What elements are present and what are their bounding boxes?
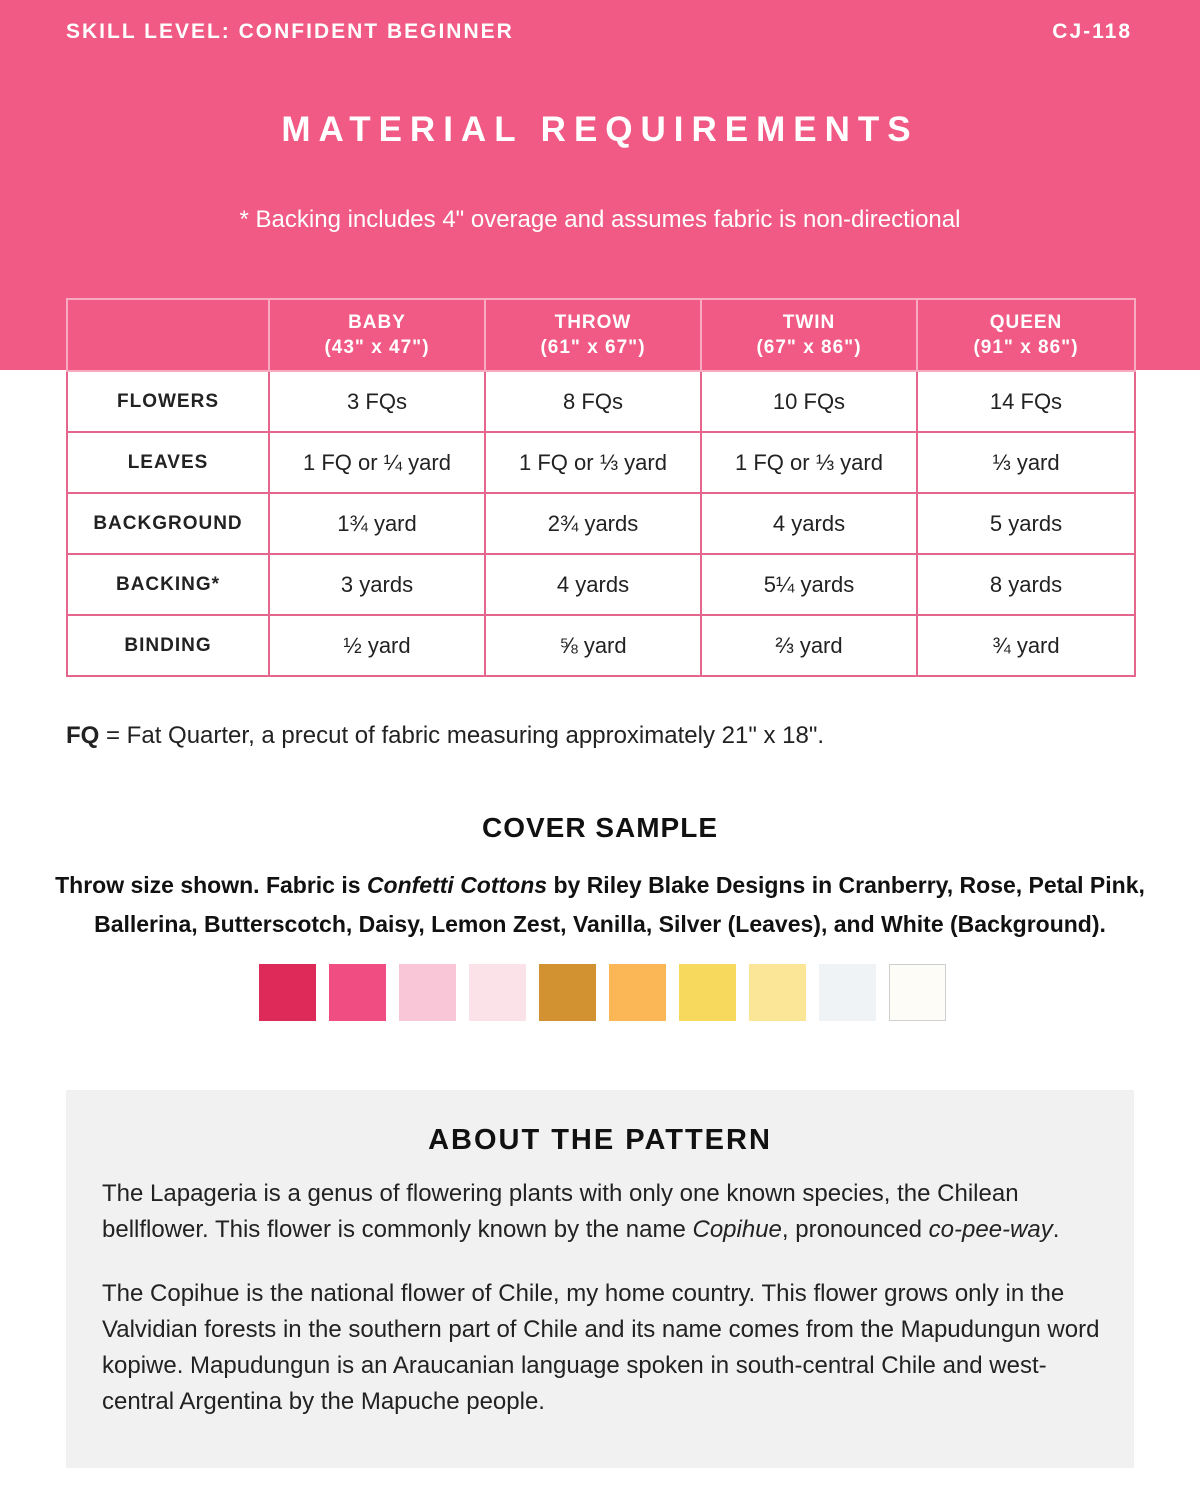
table-cell: 14 FQs <box>917 371 1135 432</box>
table-row <box>67 432 1135 493</box>
column-header-queen: QUEEN (91" x 86") <box>917 299 1135 371</box>
column-header-twin: TWIN (67" x 86") <box>701 299 917 371</box>
fabric-swatch <box>469 964 526 1021</box>
table-cell: ⅝ yard <box>485 615 701 676</box>
table-cell: 3 yards <box>269 554 485 615</box>
table-header-row <box>67 299 1135 371</box>
fabric-swatch <box>609 964 666 1021</box>
table-cell: 3 FQs <box>269 371 485 432</box>
table-cell: ¾ yard <box>917 615 1135 676</box>
fabric-swatch <box>539 964 596 1021</box>
fq-term: FQ <box>66 722 100 749</box>
table-cell: 1 FQ or ⅓ yard <box>701 432 917 493</box>
fabric-swatch <box>679 964 736 1021</box>
about-pattern-title: ABOUT THE PATTERN <box>428 1124 772 1156</box>
fabric-swatch <box>819 964 876 1021</box>
table-row <box>67 615 1135 676</box>
table-cell: 1 FQ or ⅓ yard <box>485 432 701 493</box>
table-cell: 4 yards <box>701 493 917 554</box>
table-cell: ⅔ yard <box>701 615 917 676</box>
row-label: FLOWERS <box>67 371 269 432</box>
table-cell: ½ yard <box>269 615 485 676</box>
table-cell: 2¾ yards <box>485 493 701 554</box>
fabric-swatches <box>259 964 946 1021</box>
table-row <box>67 371 1135 432</box>
fabric-swatch <box>399 964 456 1021</box>
fabric-swatch <box>259 964 316 1021</box>
material-requirements-table <box>66 298 1136 677</box>
table-cell: 5 yards <box>917 493 1135 554</box>
pattern-code: CJ-118 <box>1052 20 1132 43</box>
backing-note: * Backing includes 4" overage and assumes fabric is non-directional <box>239 206 961 233</box>
fq-definition <box>66 722 824 750</box>
table-corner-cell <box>67 299 269 371</box>
cover-sample-title: COVER SAMPLE <box>481 812 719 843</box>
about-paragraph-2: The Copihue is the national flower of Chile, my home country. This flower grows only in the Valvidian forests in the southern part of Chile and its name comes from the Mapudungun word kopiwe. Mapudungun is an Araucanian language spoken in south-central Chile and west-central Argentina by the Mapuche people. <box>102 1280 1100 1415</box>
row-label: BACKING* <box>67 554 269 615</box>
fq-definition-text: = Fat Quarter, a precut of fabric measuring approximately 21" x 18". <box>99 722 825 749</box>
table-cell: 1 FQ or ¼ yard <box>269 432 485 493</box>
table-cell: 8 yards <box>917 554 1135 615</box>
about-paragraph-1: The Lapageria is a genus of flowering plants with only one known species, the Chilean bellflower. This flower is commonly known by the name Copihue, pronounced co-pee-way. <box>102 1180 1060 1243</box>
fabric-swatch <box>889 964 946 1021</box>
about-pattern-panel <box>66 1090 1134 1468</box>
fabric-line-name: Confetti Cottons <box>366 872 548 898</box>
fabric-swatch <box>749 964 806 1021</box>
cover-sample-description: Throw size shown. Fabric is Confetti Cottons by Riley Blake Designs in Cranberry, Rose, Petal Pink, Ballerina, Butterscotch, Daisy, Lemon Zest, Vanilla, Silver (Leaves), and White (Background). <box>55 872 1145 937</box>
row-label: BACKGROUND <box>67 493 269 554</box>
table-cell: 8 FQs <box>485 371 701 432</box>
table-cell: 10 FQs <box>701 371 917 432</box>
table-cell: ⅓ yard <box>917 432 1135 493</box>
page-title: MATERIAL REQUIREMENTS <box>281 110 919 149</box>
row-label: LEAVES <box>67 432 269 493</box>
skill-level: SKILL LEVEL: CONFIDENT BEGINNER <box>66 20 514 43</box>
table-row <box>67 493 1135 554</box>
fabric-swatch <box>329 964 386 1021</box>
table-cell: 5¼ yards <box>701 554 917 615</box>
table-cell: 4 yards <box>485 554 701 615</box>
column-header-throw: THROW (61" x 67") <box>485 299 701 371</box>
column-header-baby: BABY (43" x 47") <box>269 299 485 371</box>
table-cell: 1¾ yard <box>269 493 485 554</box>
table-row <box>67 554 1135 615</box>
row-label: BINDING <box>67 615 269 676</box>
